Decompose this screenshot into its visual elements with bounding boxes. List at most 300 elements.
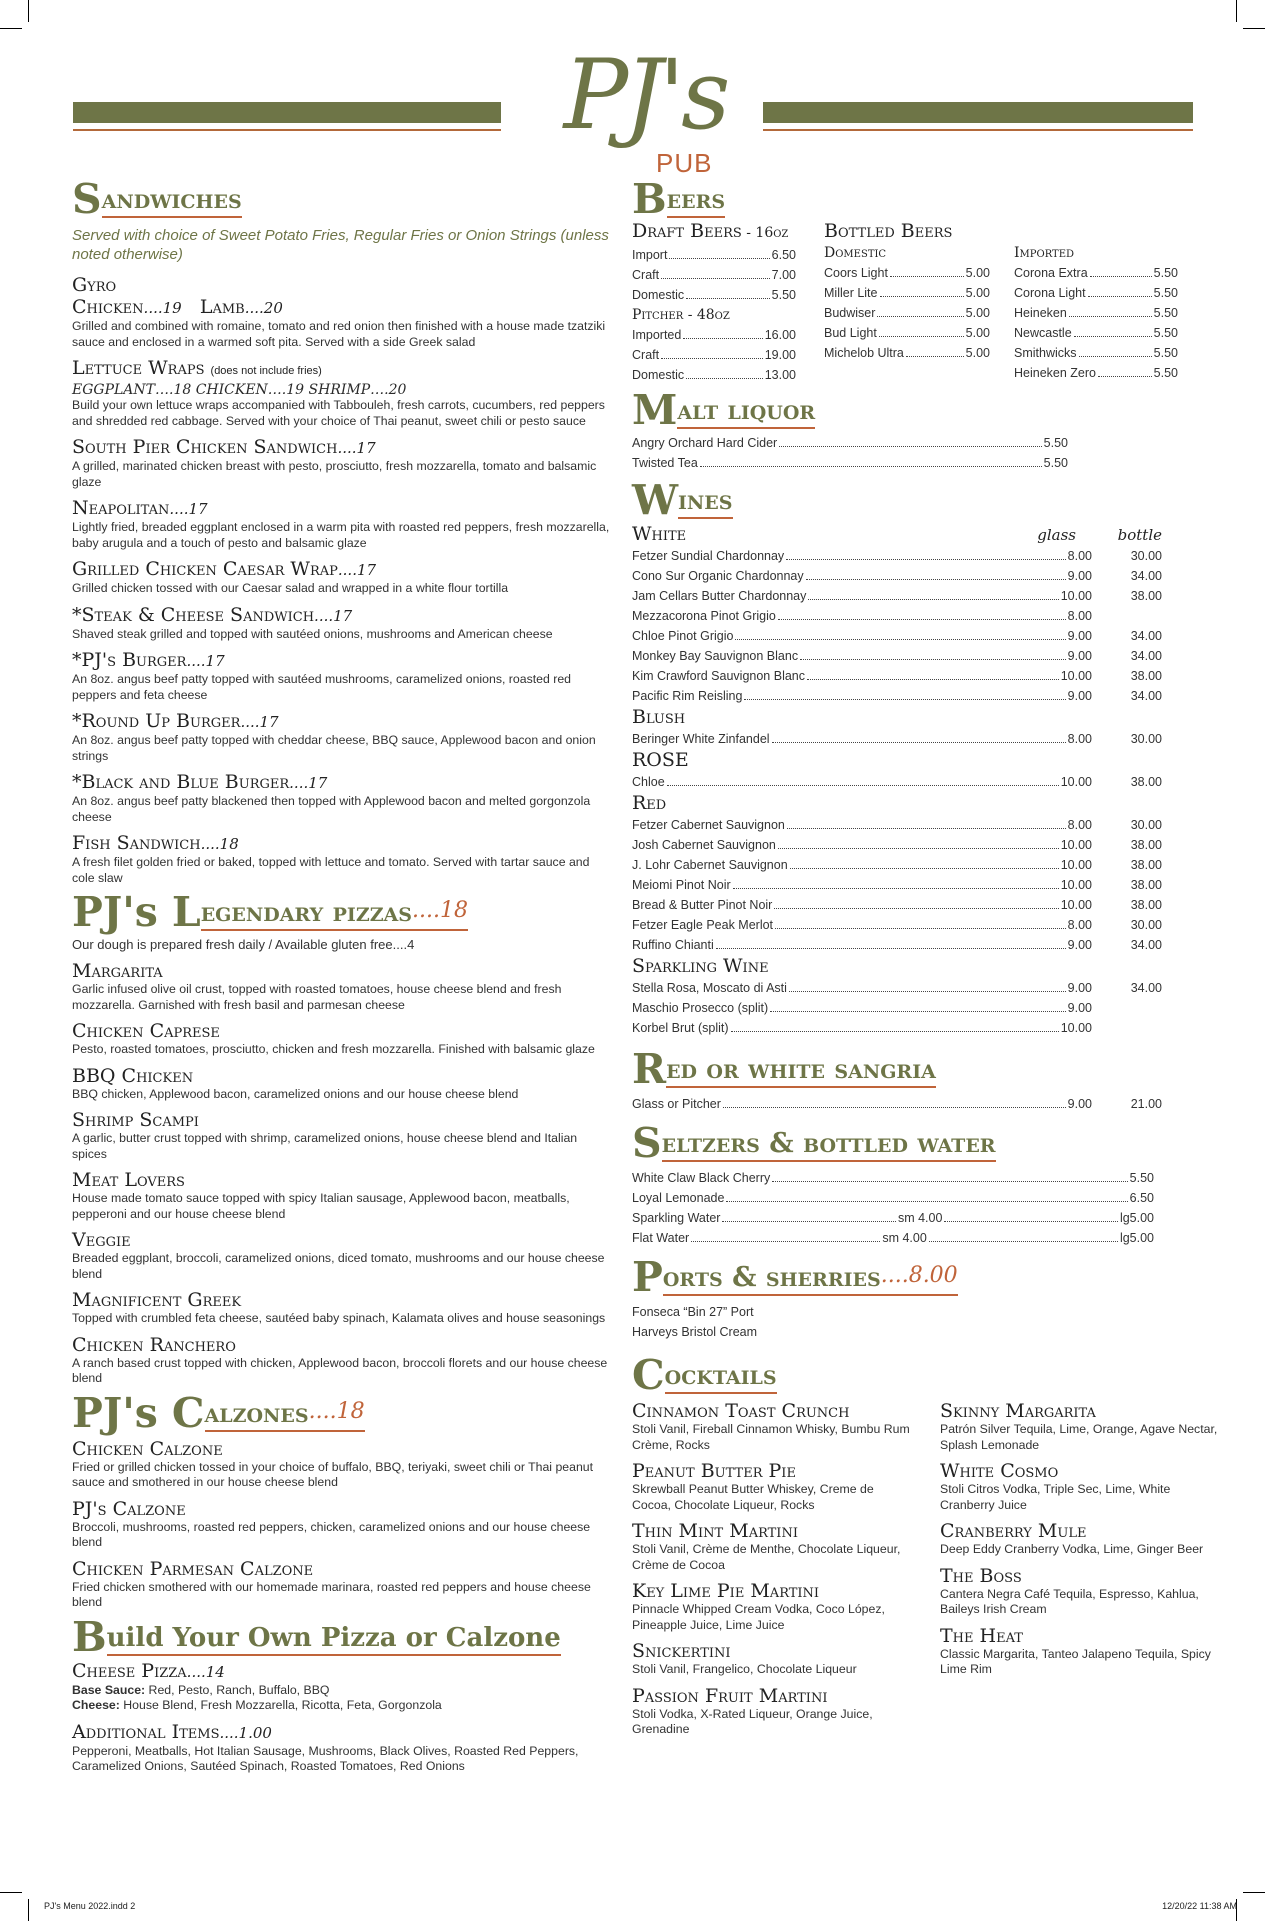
price-row xyxy=(632,1018,1162,1038)
title-rest: uild Your Own Pizza or Calzone xyxy=(107,1623,561,1656)
menu-item xyxy=(72,1498,612,1551)
row-price: 5.50 xyxy=(1129,1171,1154,1185)
menu-item xyxy=(72,436,612,490)
price-row xyxy=(824,343,990,363)
section-title xyxy=(72,1388,612,1437)
item-detail xyxy=(72,1698,612,1714)
ports-section xyxy=(632,1253,1232,1342)
item-name xyxy=(72,832,612,855)
item-name xyxy=(72,1660,612,1683)
item-name xyxy=(72,1721,612,1744)
item-title: Chicken Caprese xyxy=(72,1020,220,1042)
bottle-price: 34.00 xyxy=(1130,569,1162,583)
dot-leader xyxy=(1098,376,1152,377)
row-name: Pacific Rim Reisling xyxy=(632,689,743,703)
price-row xyxy=(632,453,1068,473)
header-bar-left xyxy=(73,102,501,123)
item-price: ....17 xyxy=(240,713,279,731)
price-row xyxy=(1014,283,1178,303)
cocktail-description: Patrón Silver Tequila, Lime, Orange, Agave Nectar, Splash Lemonade xyxy=(940,1422,1218,1452)
cocktail-name: The Heat xyxy=(940,1624,1023,1647)
malt-list xyxy=(632,433,1068,473)
menu-item xyxy=(72,1020,612,1058)
row-name: Flat Water xyxy=(632,1231,690,1245)
item-name xyxy=(72,1289,612,1311)
cocktail-name: Cinnamon Toast Crunch xyxy=(632,1400,850,1422)
item-name xyxy=(72,1109,612,1131)
title-rest: alt liquor xyxy=(677,396,815,429)
item-title: BBQ Chicken xyxy=(72,1064,194,1087)
seltzer-list xyxy=(632,1168,1154,1248)
glass-header: glass xyxy=(1037,526,1076,544)
price-row xyxy=(632,245,796,265)
dot-leader xyxy=(733,888,1059,889)
item-title: Cheese Pizza xyxy=(72,1659,187,1682)
price-row xyxy=(632,325,796,345)
item-title: Fish Sandwich xyxy=(72,832,201,854)
price-row xyxy=(632,729,1162,749)
row-name: Bud Light xyxy=(824,326,877,340)
item-title: Additional Items xyxy=(72,1720,220,1743)
bottle-price: 30.00 xyxy=(1130,818,1162,832)
item-price: ....17 xyxy=(186,652,225,670)
cocktail-description: Cantera Negra Café Tequila, Espresso, Kahlua, Baileys Irish Cream xyxy=(940,1586,1199,1616)
section-title xyxy=(632,175,1232,223)
bottled-beers xyxy=(824,220,1178,385)
detail-label: Cheese: xyxy=(72,1698,120,1712)
row-name: Craft xyxy=(632,348,660,362)
item-description: A grilled, marinated chicken breast with pesto, prosciutto, fresh mozzarella, tomato and balsamic glaze xyxy=(72,459,597,489)
item-title: Magnificent Greek xyxy=(72,1289,242,1311)
subsection-label: Draft Beers xyxy=(632,220,742,242)
file-slug: PJ's Menu 2022.indd 2 xyxy=(44,1901,136,1911)
dot-leader xyxy=(800,659,1066,660)
item-description: Breaded eggplant, broccoli, caramelized onions, diced tomato, mushrooms and our house cheese blend xyxy=(72,1251,605,1281)
item-description: Lightly fried, breaded eggplant enclosed in a warm pita with roasted red peppers, fresh mozzarella, baby arugula and a touch of pesto and balsamic glaze xyxy=(72,520,610,550)
row-price: sm 4.00 xyxy=(897,1211,943,1225)
row-price: 5.00 xyxy=(965,306,990,320)
dot-leader xyxy=(661,278,770,279)
sangria-list xyxy=(632,1094,1162,1114)
cocktail-item xyxy=(632,1580,912,1633)
row-name: Meiomi Pinot Noir xyxy=(632,878,731,892)
row-name: Michelob Ultra xyxy=(824,346,904,360)
bottle-price: 34.00 xyxy=(1130,689,1162,703)
item-title: *Steak & Cheese Sandwich xyxy=(72,603,315,626)
cocktail-name: Skinny Margarita xyxy=(940,1400,1096,1422)
detail-value: House Blend, Fresh Mozzarella, Ricotta, Feta, Gorgonzola xyxy=(119,1698,442,1712)
row-price: 5.50 xyxy=(1153,346,1178,360)
row-name: Miller Lite xyxy=(824,286,878,300)
price-row xyxy=(632,1228,1154,1248)
subsection-size: - 16oz xyxy=(741,225,789,241)
item-name xyxy=(72,1065,612,1087)
title-cap: W xyxy=(632,476,679,524)
dot-leader xyxy=(807,679,1059,680)
bottle-price: 38.00 xyxy=(1130,669,1162,683)
dot-leader xyxy=(691,1241,880,1242)
item-name xyxy=(72,960,612,982)
title-cap: B xyxy=(72,1612,107,1661)
section-title xyxy=(632,1253,1232,1301)
cocktail-item xyxy=(632,1460,912,1513)
glass-price: 8.00 xyxy=(1067,818,1092,832)
row-name: Glass or Pitcher xyxy=(632,1097,721,1111)
cocktail-description: Stoli Citros Vodka, Triple Sec, Lime, White Cranberry Juice xyxy=(940,1482,1171,1512)
malt-section xyxy=(632,386,1068,473)
cocktail-description: Stoli Vanil, Fireball Cinnamon Whisky, Bumbu Rum Crème, Rocks xyxy=(632,1422,910,1452)
row-name: Corona Light xyxy=(1014,286,1086,300)
item-description: Garlic infused olive oil crust, topped with roasted tomatoes, house cheese blend and fresh mozzarella. Garnished with fresh basil and parmesan cheese xyxy=(72,982,562,1012)
item-title: South Pier Chicken Sandwich xyxy=(72,436,338,458)
cocktail-item xyxy=(940,1520,1220,1558)
bottle-price: 38.00 xyxy=(1130,878,1162,892)
row-price: 5.50 xyxy=(771,288,796,302)
crop-mark xyxy=(28,1899,29,1921)
dot-leader xyxy=(700,466,1042,467)
item-price: ....1.00 xyxy=(219,1723,272,1742)
price-row xyxy=(632,772,1162,792)
subsection-title: ROSE xyxy=(632,749,689,771)
title-pj: PJ's xyxy=(72,1388,158,1437)
title-rest: ines xyxy=(678,486,732,519)
crop-mark xyxy=(0,1892,22,1893)
cocktail-name: Cranberry Mule xyxy=(940,1520,1087,1542)
dot-leader xyxy=(790,868,1059,869)
price-row xyxy=(632,1168,1154,1188)
title-rest: andwiches xyxy=(102,185,242,218)
cocktail-name: Passion Fruit Martini xyxy=(632,1684,828,1707)
dot-leader xyxy=(944,1221,1118,1222)
menu-item xyxy=(72,1721,612,1775)
dot-leader xyxy=(879,336,964,337)
dot-leader xyxy=(778,619,1066,620)
title-cap: P xyxy=(632,1253,663,1301)
cocktail-description: Pinnacle Whipped Cream Vodka, Coco López, Pineapple Juice, Lime Juice xyxy=(632,1602,885,1632)
dot-leader xyxy=(779,446,1041,447)
dot-leader xyxy=(774,908,1058,909)
option-price: ....19 xyxy=(143,299,182,317)
row-name: Imported xyxy=(632,328,682,342)
item-title: Meat Lovers xyxy=(72,1169,185,1191)
section-title xyxy=(632,476,1162,524)
row-name: Budwiser xyxy=(824,306,876,320)
item-name xyxy=(72,1438,612,1460)
price-row xyxy=(632,875,1162,895)
row-name: Maschio Prosecco (split) xyxy=(632,1001,769,1015)
dot-leader xyxy=(722,1221,896,1222)
logo-pub: PUB xyxy=(656,148,713,178)
glass-price: 8.00 xyxy=(1067,549,1092,563)
cocktail-item xyxy=(940,1400,1220,1453)
row-price: 5.00 xyxy=(965,326,990,340)
row-price: 6.50 xyxy=(771,248,796,262)
item-description: Fried chicken smothered with our homemade marinara, roasted red peppers and house cheese blend xyxy=(72,1579,591,1609)
item-description: Pepperoni, Meatballs, Hot Italian Sausage, Mushrooms, Black Olives, Roasted Red Peppers, Caramelized Onions, Sautéed Spinach, Roasted Tomatoes, Red Onions xyxy=(72,1743,579,1773)
item-name xyxy=(72,558,612,581)
title-pj: PJ's xyxy=(72,888,158,936)
price-row xyxy=(632,978,1162,998)
pitcher-list xyxy=(632,325,796,385)
white-wine-list xyxy=(632,546,1162,706)
row-price: 5.50 xyxy=(1153,366,1178,380)
menu-item xyxy=(72,960,612,1013)
item-name: Gyro xyxy=(72,274,117,296)
title-rest: ocktails xyxy=(665,1361,777,1394)
title-rest: orts & sherries xyxy=(663,1263,881,1296)
price-row xyxy=(1014,323,1178,343)
left-column xyxy=(72,175,612,1782)
item-price: ....17 xyxy=(314,606,353,625)
row-name: Fetzer Eagle Peak Merlot xyxy=(632,918,774,932)
title-price: ....8.00 xyxy=(881,1261,958,1296)
glass-price: 10.00 xyxy=(1060,858,1092,872)
cocktails-section xyxy=(632,1351,1232,1745)
item-title: Margarita xyxy=(72,960,163,982)
right-column xyxy=(632,175,1232,1745)
subsection-title: Pitcher - 48oz xyxy=(632,307,730,323)
title-cap: S xyxy=(72,175,102,223)
dot-leader xyxy=(669,258,769,259)
cocktail-columns xyxy=(632,1400,1232,1745)
price-row xyxy=(632,895,1162,915)
row-name: Domestic xyxy=(632,368,685,382)
dot-leader xyxy=(723,1107,1066,1108)
calzones-section xyxy=(72,1388,612,1611)
dot-leader xyxy=(770,1011,1066,1012)
item-description: Broccoli, mushrooms, roasted red peppers, chicken, caramelized onions and our house cheese blend xyxy=(72,1519,591,1549)
row-name: Mezzacorona Pinot Grigio xyxy=(632,609,776,623)
item-name xyxy=(72,710,612,733)
cocktail-description: Deep Eddy Cranberry Vodka, Lime, Ginger Beer xyxy=(940,1542,1204,1556)
dot-leader xyxy=(1079,356,1152,357)
title-rest: eers xyxy=(667,185,725,218)
crop-mark xyxy=(1236,0,1237,22)
title-rest: egendary pizzas xyxy=(201,898,412,931)
row-price: 5.50 xyxy=(1043,436,1068,450)
price-row xyxy=(632,666,1162,686)
title-cap: M xyxy=(632,386,678,434)
crop-mark xyxy=(1243,1892,1265,1893)
sparkling-wine-list xyxy=(632,978,1162,1038)
item-name xyxy=(72,1334,612,1356)
imported-bottles xyxy=(1014,243,1178,383)
title-rest: alzones xyxy=(205,1399,309,1432)
price-row xyxy=(1014,263,1178,283)
item-title: Chicken Ranchero xyxy=(72,1333,236,1356)
title-cap: C xyxy=(171,1388,205,1437)
wines-section xyxy=(632,476,1162,1038)
item-options: EGGPLANT….18 CHICKEN….19 SHRIMP….20 xyxy=(72,382,407,398)
cocktail-description: Classic Margarita, Tanteo Jalapeno Tequila, Spicy Lime Rim xyxy=(940,1646,1211,1676)
row-price: 5.50 xyxy=(1153,326,1178,340)
price-row xyxy=(632,686,1162,706)
title-rest: eltzers & bottled water xyxy=(662,1129,996,1162)
price-row xyxy=(632,433,1068,453)
row-name: Jam Cellars Butter Chardonnay xyxy=(632,589,807,603)
item-price: ....17 xyxy=(289,774,328,792)
calzone-list xyxy=(72,1438,612,1611)
option-name: Lamb xyxy=(199,296,245,318)
beers-section xyxy=(632,175,1232,385)
cocktail-name: Thin Mint Martini xyxy=(632,1520,798,1542)
bottle-header: bottle xyxy=(1117,526,1162,544)
crop-mark xyxy=(0,28,22,29)
title-cap: L xyxy=(171,888,201,936)
blush-wine-list xyxy=(632,729,1162,749)
dot-leader xyxy=(1090,276,1152,277)
dot-leader xyxy=(775,928,1066,929)
glass-price: 10.00 xyxy=(1060,775,1092,789)
sangria-section xyxy=(632,1045,1162,1114)
row-name: Twisted Tea xyxy=(632,456,698,470)
item-title: *PJ's Burger xyxy=(72,649,187,671)
row-price: 5.00 xyxy=(965,286,990,300)
cocktail-column xyxy=(632,1400,912,1745)
dot-leader xyxy=(1069,316,1152,317)
port-item: Fonseca “Bin 27” Port xyxy=(632,1305,754,1319)
pizzas-section xyxy=(72,888,612,1387)
item-description: An 8oz. angus beef patty topped with sautéed mushrooms, caramelized onions, roasted red peppers and feta cheese xyxy=(72,672,572,702)
item-name xyxy=(72,604,612,627)
port-item: Harveys Bristol Cream xyxy=(632,1325,758,1339)
row-name: Chloe xyxy=(632,775,665,789)
section-note: Served with choice of Sweet Potato Fries, Regular Fries or Onion Strings (unless noted otherwise) xyxy=(72,227,609,263)
cocktail-item xyxy=(632,1640,912,1678)
menu-item xyxy=(72,771,612,825)
price-row xyxy=(632,998,1162,1018)
option-price: ....20 xyxy=(244,299,283,317)
dot-leader xyxy=(772,1181,1127,1182)
bottle-price: 34.00 xyxy=(1130,649,1162,663)
item-description: A ranch based crust topped with chicken, Applewood bacon, broccoli florets and our house cheese blend xyxy=(72,1355,608,1385)
item-title: Chicken Calzone xyxy=(72,1437,223,1460)
dot-leader xyxy=(686,378,763,379)
item-price: ....17 xyxy=(337,561,377,579)
item-description: Pesto, roasted tomatoes, prosciutto, chicken and fresh mozzarella. Finished with balsamic glaze xyxy=(72,1042,595,1056)
menu-item xyxy=(72,558,612,597)
price-row xyxy=(632,345,796,365)
section-title xyxy=(72,888,612,936)
row-price: 13.00 xyxy=(764,368,796,382)
sandwich-list xyxy=(72,436,612,886)
row-name: Craft xyxy=(632,268,660,282)
item-description: BBQ chicken, Applewood bacon, caramelized onions and our house cheese blend xyxy=(72,1086,519,1101)
row-name: Fetzer Sundial Chardonnay xyxy=(632,549,785,563)
row-name: Domestic xyxy=(632,288,685,302)
bottle-price: 38.00 xyxy=(1130,838,1162,852)
row-price: 5.00 xyxy=(965,346,990,360)
price-row xyxy=(632,586,1162,606)
row-name: J. Lohr Cabernet Sauvignon xyxy=(632,858,788,872)
item-title: Lettuce Wraps xyxy=(72,357,205,379)
sandwiches-section xyxy=(72,175,612,886)
glass-price: 9.00 xyxy=(1067,629,1092,643)
item-name xyxy=(72,1498,612,1520)
row-price: sm 4.00 xyxy=(882,1231,927,1245)
section-title xyxy=(632,1045,1162,1093)
item-title: Neapolitan xyxy=(72,497,170,519)
item-description: A fresh filet golden fried or baked, topped with lettuce and tomato. Served with tartar sauce and cole slaw xyxy=(72,855,590,885)
cocktail-item xyxy=(632,1400,912,1453)
price-row xyxy=(1014,343,1178,363)
row-name: White Claw Black Cherry xyxy=(632,1171,771,1185)
domestic-bottles xyxy=(824,243,990,383)
price-row xyxy=(1014,303,1178,323)
item-detail xyxy=(72,1683,612,1699)
item-description: Topped with crumbled feta cheese, sautéed baby spinach, Kalamata olives and house seasonings xyxy=(72,1311,606,1325)
bottle-price: 30.00 xyxy=(1130,732,1162,746)
menu-item xyxy=(72,357,612,429)
item-price: ....17 xyxy=(337,439,376,457)
price-row xyxy=(632,265,796,285)
row-price: 6.50 xyxy=(1129,1191,1154,1205)
price-row xyxy=(632,546,1162,566)
dot-leader xyxy=(806,579,1066,580)
cocktail-name: The Boss xyxy=(940,1564,1022,1587)
title-rest: ed or white sangria xyxy=(666,1055,936,1088)
row-name: Beringer White Zinfandel xyxy=(632,732,770,746)
draft-list xyxy=(632,245,796,305)
header-rule-right xyxy=(763,129,1193,131)
row-name: Newcastle xyxy=(1014,326,1072,340)
row-name: Fetzer Cabernet Sauvignon xyxy=(632,818,785,832)
item-name xyxy=(72,357,612,382)
menu-item xyxy=(72,274,612,350)
price-row xyxy=(632,835,1162,855)
glass-price: 10.00 xyxy=(1060,589,1092,603)
subsection-title: Sparkling Wine xyxy=(632,955,769,977)
glass-price: 9.00 xyxy=(1067,649,1092,663)
row-price: 19.00 xyxy=(764,348,796,362)
glass-price: 10.00 xyxy=(1060,838,1092,852)
item-title: Grilled Chicken Caesar Wrap xyxy=(72,558,338,580)
cocktail-item xyxy=(940,1625,1220,1678)
title-cap: R xyxy=(632,1045,667,1093)
row-name: Loyal Lemonade xyxy=(632,1191,725,1205)
glass-price: 10.00 xyxy=(1060,898,1092,912)
item-description: An 8oz. angus beef patty topped with cheddar cheese, BBQ sauce, Applewood bacon and onion strings xyxy=(72,733,596,763)
bottle-price: 34.00 xyxy=(1130,629,1162,643)
dot-leader xyxy=(772,742,1066,743)
dot-leader xyxy=(877,316,963,317)
row-price: 5.00 xyxy=(965,266,990,280)
glass-price: 9.00 xyxy=(1067,981,1092,995)
item-name xyxy=(72,771,612,794)
price-row xyxy=(632,1094,1162,1114)
dot-leader xyxy=(880,296,964,297)
cocktail-name: White Cosmo xyxy=(940,1460,1059,1482)
row-price: 5.50 xyxy=(1043,456,1068,470)
menu-item xyxy=(72,1334,612,1387)
title-price: ....18 xyxy=(309,1397,365,1432)
price-row xyxy=(632,935,1162,955)
row-name: Chloe Pinot Grigio xyxy=(632,629,734,643)
section-title xyxy=(632,386,1068,434)
price-row xyxy=(632,365,796,385)
row-name: Cono Sur Organic Chardonnay xyxy=(632,569,804,583)
dot-leader xyxy=(929,1241,1118,1242)
item-title: Chicken Parmesan Calzone xyxy=(72,1557,314,1580)
bottle-price: 30.00 xyxy=(1130,549,1162,563)
row-name: Heineken xyxy=(1014,306,1067,320)
byo-section xyxy=(72,1612,612,1775)
row-price: 7.00 xyxy=(771,268,796,282)
item-description: House made tomato sauce topped with spicy Italian sausage, Applewood bacon, meatballs, pepperoni and our house cheese blend xyxy=(72,1191,570,1221)
item-description: Build your own lettuce wraps accompanied with Tabbouleh, fresh carrots, cucumbers, red peppers and shredded red cabbage. Served with your choice of Thai peanut, sweet chili or pesto sauce xyxy=(72,398,605,428)
item-description: Grilled and combined with romaine, tomato and red onion then finished with a house made tzatziki sauce and enclosed in a warmed soft pita. Served with a side Greek salad xyxy=(72,319,606,349)
row-price: 5.50 xyxy=(1153,266,1178,280)
